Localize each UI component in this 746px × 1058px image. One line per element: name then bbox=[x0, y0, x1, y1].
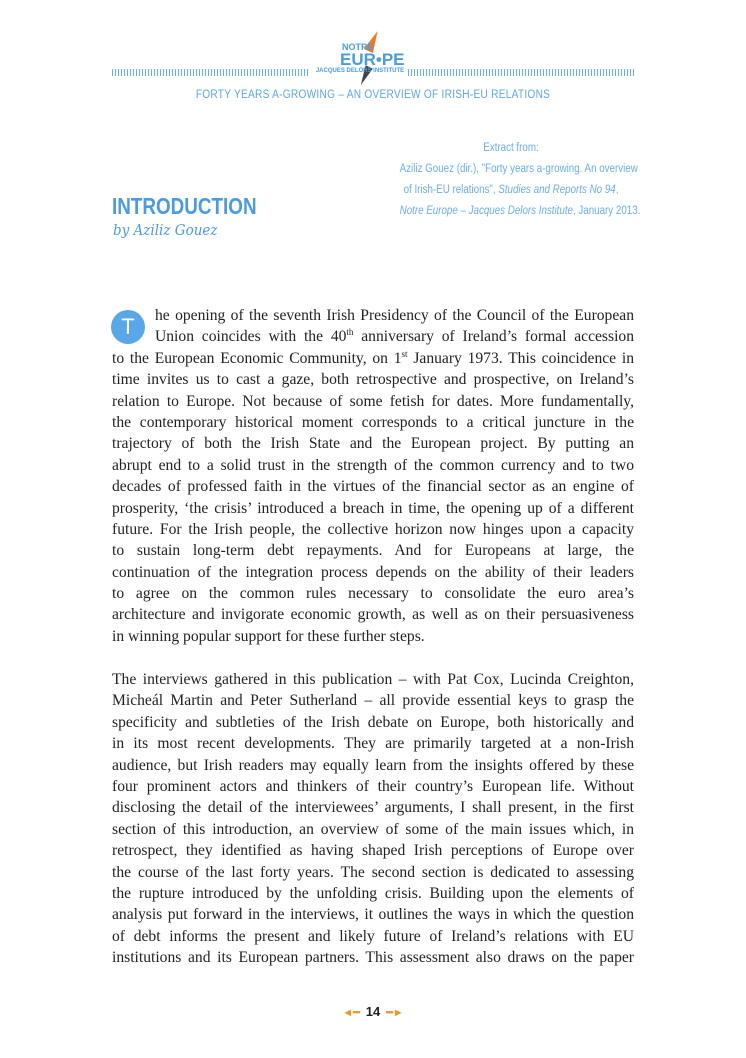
text-line: architecture and invigorate economic growth, as well as on their persuasiveness bbox=[112, 606, 634, 624]
text-line: abrupt end to a solid trust in the strength of the common currency and to two bbox=[112, 456, 634, 474]
body-paragraph bbox=[112, 669, 634, 968]
extract-text: , bbox=[615, 184, 619, 196]
text-line: relation to Europe. Not because of some fetish for dates. More fundamentally, bbox=[112, 392, 634, 410]
text-line: future. For the Irish people, the collective horizon now hinges upon a capacity bbox=[112, 520, 634, 538]
arrow-left-icon: ◄━ bbox=[342, 1007, 360, 1019]
ordinal-suffix: th bbox=[346, 327, 354, 338]
text-line: in winning popular support for these further steps. bbox=[112, 627, 425, 645]
text-line: disclosing the detail of the interviewees’ arguments, I shall present, in the first bbox=[112, 799, 634, 817]
text-segment: January 1973. This coincidence in bbox=[407, 349, 635, 367]
notre-europe-logo bbox=[330, 26, 416, 88]
text-line: audience, but Irish readers may equally learn from the insights offered by these bbox=[112, 756, 634, 774]
text-line: in its most recent developments. They are primarily targeted at a non-Irish bbox=[112, 735, 634, 753]
text-line: Micheál Martin and Peter Sutherland – all provide essential keys to grasp the bbox=[112, 692, 634, 710]
text-line: of debt informs the present and likely future of Ireland’s relations with EU bbox=[112, 927, 634, 945]
text-line: to agree on the common rules necessary to consolidate the euro area’s bbox=[112, 585, 634, 603]
page-footer bbox=[0, 1004, 746, 1019]
text-line: time invites us to cast a gaze, both retrospective and prospective, on Ireland’s bbox=[112, 371, 634, 389]
extract-line bbox=[399, 201, 641, 222]
extract-date: , January 2013. bbox=[572, 205, 641, 217]
logo-institute: JACQUES DELORS INSTITUTE bbox=[315, 68, 405, 74]
text-line: retrospect, they identified as having shaped Irish perceptions of Europe over bbox=[112, 842, 634, 860]
text-line: four prominent actors and thinkers of their country’s European life. Without bbox=[112, 777, 634, 795]
drop-cap: T bbox=[111, 310, 145, 344]
header-rule-right bbox=[408, 69, 634, 76]
text-line: section of this introduction, an overview of some of the main issues which, in bbox=[112, 820, 634, 838]
arrow-right-icon: ━► bbox=[386, 1007, 404, 1019]
publication-title: FORTY YEARS A-GROWING – AN OVERVIEW OF IRISH-EU RELATIONS bbox=[195, 89, 551, 101]
text-line: decades of professed faith in the virtues of the financial sector as an engine of bbox=[112, 478, 634, 496]
extract-line: Aziliz Gouez (dir.), "Forty years a-growing. An overview bbox=[399, 163, 638, 175]
extract-publisher: Notre Europe – Jacques Delors Institute bbox=[399, 205, 573, 217]
extract-line: Extract from: bbox=[483, 142, 539, 154]
text-line bbox=[112, 326, 634, 347]
extract-series: Studies and Reports No 94 bbox=[498, 184, 616, 196]
text-line: The interviews gathered in this publication – with Pat Cox, Lucinda Creighton, bbox=[112, 671, 634, 688]
text-segment: to the European Economic Community, on 1 bbox=[112, 349, 402, 367]
header-rule-left bbox=[112, 69, 310, 76]
page-number: 14 bbox=[365, 1004, 381, 1019]
text-line: the contemporary historical moment corresponds to a critical juncture in the bbox=[112, 413, 634, 431]
ordinal-suffix: st bbox=[401, 348, 408, 359]
body-paragraph bbox=[112, 305, 634, 647]
extract-text: of Irish-EU relations", bbox=[403, 184, 499, 196]
logo-europe: EUR•PE bbox=[340, 50, 405, 69]
text-line: analysis put forward in the interviews, it outlines the ways in which the question bbox=[112, 906, 634, 924]
text-line: prosperity, ‘the crisis’ introduced a breach in time, the opening up of a different bbox=[112, 499, 634, 517]
section-title: INTRODUCTION bbox=[112, 193, 257, 219]
text-line: the rupture introduced by the unfolding crisis. Building upon the elements of bbox=[112, 884, 634, 902]
text-line: to sustain long-term debt repayments. And for Europeans at large, the bbox=[112, 542, 634, 560]
text-line: trajectory of both the Irish State and the European project. By putting an bbox=[112, 435, 634, 453]
logo-notre: NOTRE bbox=[342, 42, 374, 52]
text-line: specificity and subtleties of the Irish debate on Europe, both historically and bbox=[112, 713, 634, 731]
extract-line bbox=[400, 180, 623, 201]
text-segment: anniversary of Ireland’s formal accession bbox=[353, 328, 634, 346]
extract-citation bbox=[380, 138, 642, 222]
text-line: the course of the last forty years. The second section is dedicated to assessing bbox=[112, 863, 634, 881]
text-line: he opening of the seventh Irish Presidency of the Council of the European bbox=[155, 307, 634, 324]
text-line bbox=[112, 348, 634, 369]
text-line: institutions and its European partners. This assessment also draws on the paper bbox=[112, 949, 634, 967]
section-author: by Aziliz Gouez bbox=[113, 221, 218, 239]
text-segment: Union coincides with the 40 bbox=[155, 328, 347, 346]
text-line: continuation of the integration process depends on the ability of their leaders bbox=[112, 563, 634, 581]
